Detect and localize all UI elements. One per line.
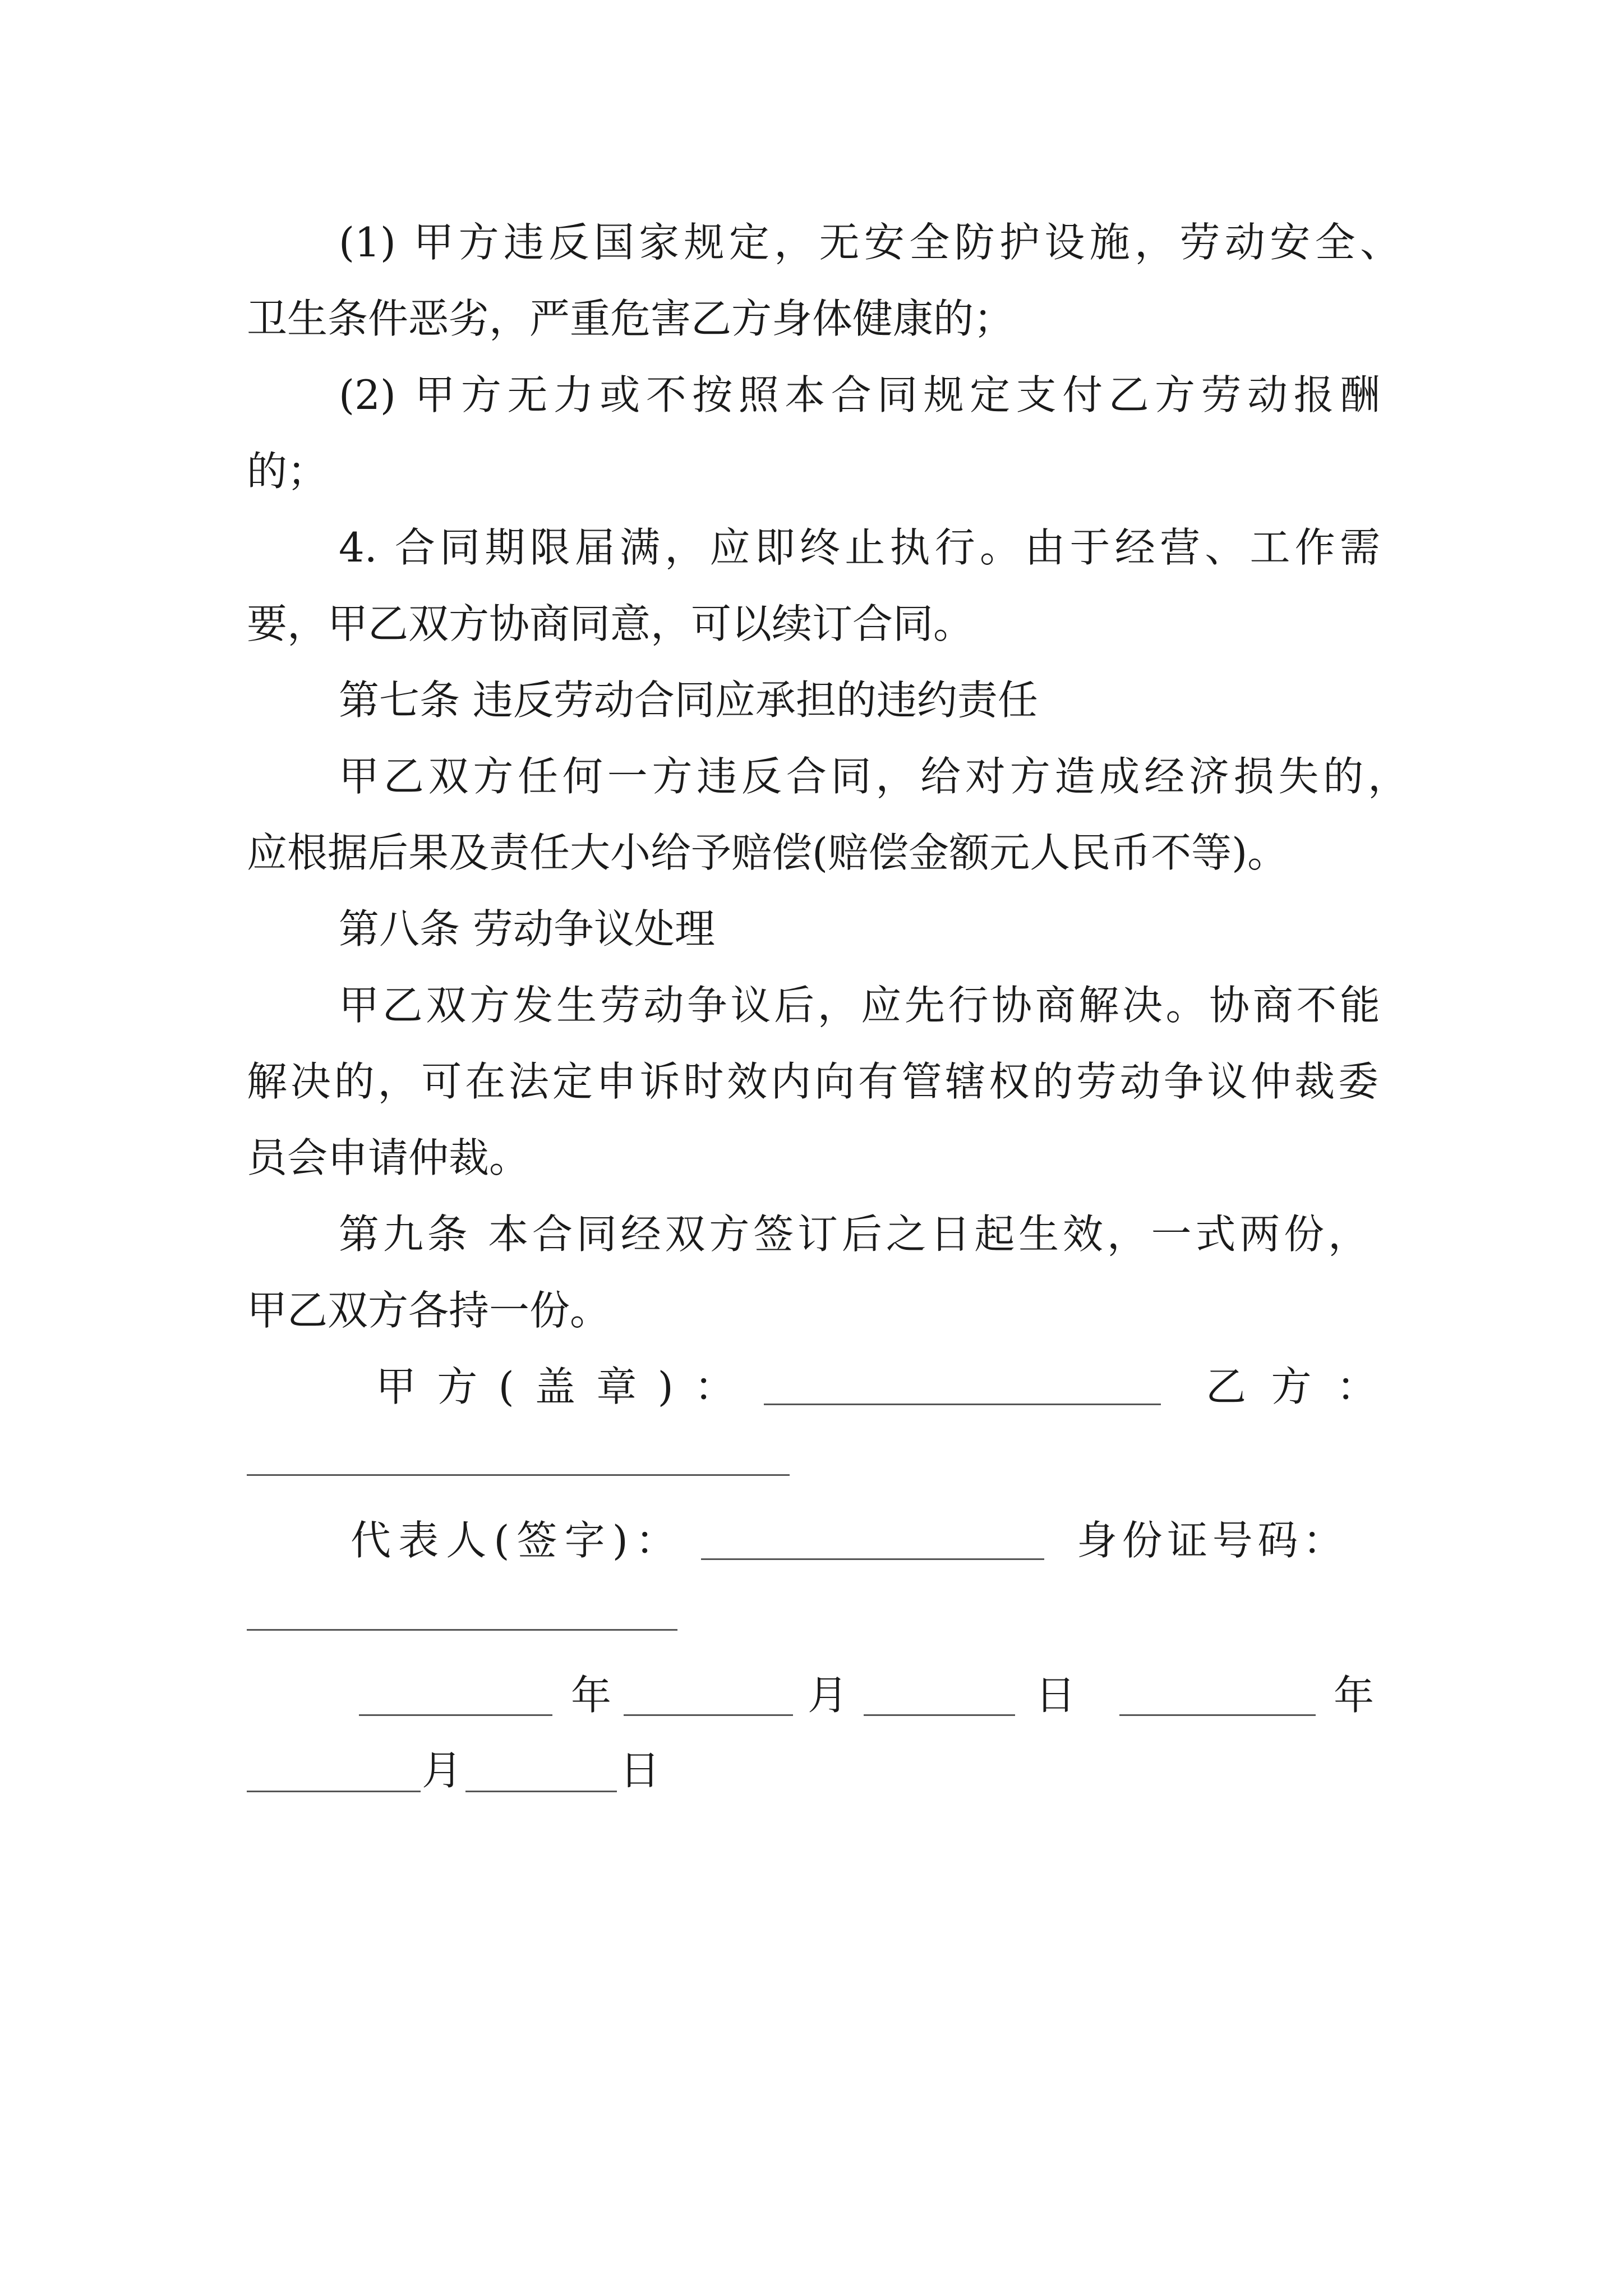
date-a-year-line — [359, 1714, 552, 1716]
clause-item-2: (2) 甲方无力或不按照本合同规定支付乙方劳动报酬 — [339, 371, 1380, 418]
article-9-cont: 甲乙双方各持一份。 — [247, 1287, 611, 1334]
article-9: 第九条 本合同经双方签订后之日起生效，一式两份， — [339, 1211, 1368, 1258]
id-number-label: 身份证号码： — [1077, 1517, 1343, 1564]
clause-item-2-cont: 的； — [247, 448, 328, 495]
date-a-month-line — [624, 1714, 793, 1716]
clause-4-cont: 要，甲乙双方协商同意，可以续订合同。 — [247, 600, 974, 647]
article-8-body: 甲乙双方发生劳动争议后，应先行协商解决。协商不能 — [339, 982, 1380, 1029]
date-b-year-label: 年 — [1334, 1672, 1375, 1719]
id-number-line — [247, 1629, 677, 1631]
party-a-seal-line — [764, 1404, 1161, 1405]
article-7-body-cont: 应根据后果及责任大小给予赔偿(赔偿金额元人民币不等)。 — [247, 829, 1288, 876]
date-b-month-label: 月 — [422, 1747, 463, 1794]
date-b-day-label: 日 — [620, 1747, 661, 1794]
representative-signature-line — [701, 1558, 1044, 1560]
clause-item-1: (1) 甲方违反国家规定，无安全防护设施，劳动安全、 — [339, 219, 1400, 266]
date-a-month-label: 月 — [808, 1672, 849, 1719]
date-a-year-label: 年 — [571, 1672, 612, 1719]
article-8-heading: 第八条 劳动争议处理 — [339, 905, 715, 953]
representative-signature-label: 代表人(签字)： — [351, 1517, 676, 1564]
article-7-heading: 第七条 违反劳动合同应承担的违约责任 — [339, 677, 1038, 724]
date-a-day-line — [864, 1714, 1015, 1716]
party-a-seal-label: 甲方(盖章)： — [376, 1363, 735, 1410]
article-8-body-cont: 解决的，可在法定申诉时效内向有管辖权的劳动争议仲裁委 — [247, 1058, 1378, 1105]
clause-4: 4. 合同期限届满，应即终止执行。由于经营、工作需 — [339, 524, 1380, 571]
date-b-day-line — [465, 1791, 617, 1792]
party-b-label: 乙方： — [1206, 1363, 1377, 1410]
date-b-year-line — [1119, 1714, 1316, 1716]
article-7-body: 甲乙双方任何一方违反合同，给对方造成经济损失的， — [339, 753, 1408, 800]
party-b-line — [247, 1474, 790, 1476]
article-8-body-end: 员会申请仲裁。 — [247, 1134, 530, 1181]
date-a-day-label: 日 — [1035, 1672, 1076, 1719]
date-b-month-line — [247, 1791, 421, 1792]
clause-item-1-cont: 卫生条件恶劣，严重危害乙方身体健康的； — [247, 295, 1015, 342]
